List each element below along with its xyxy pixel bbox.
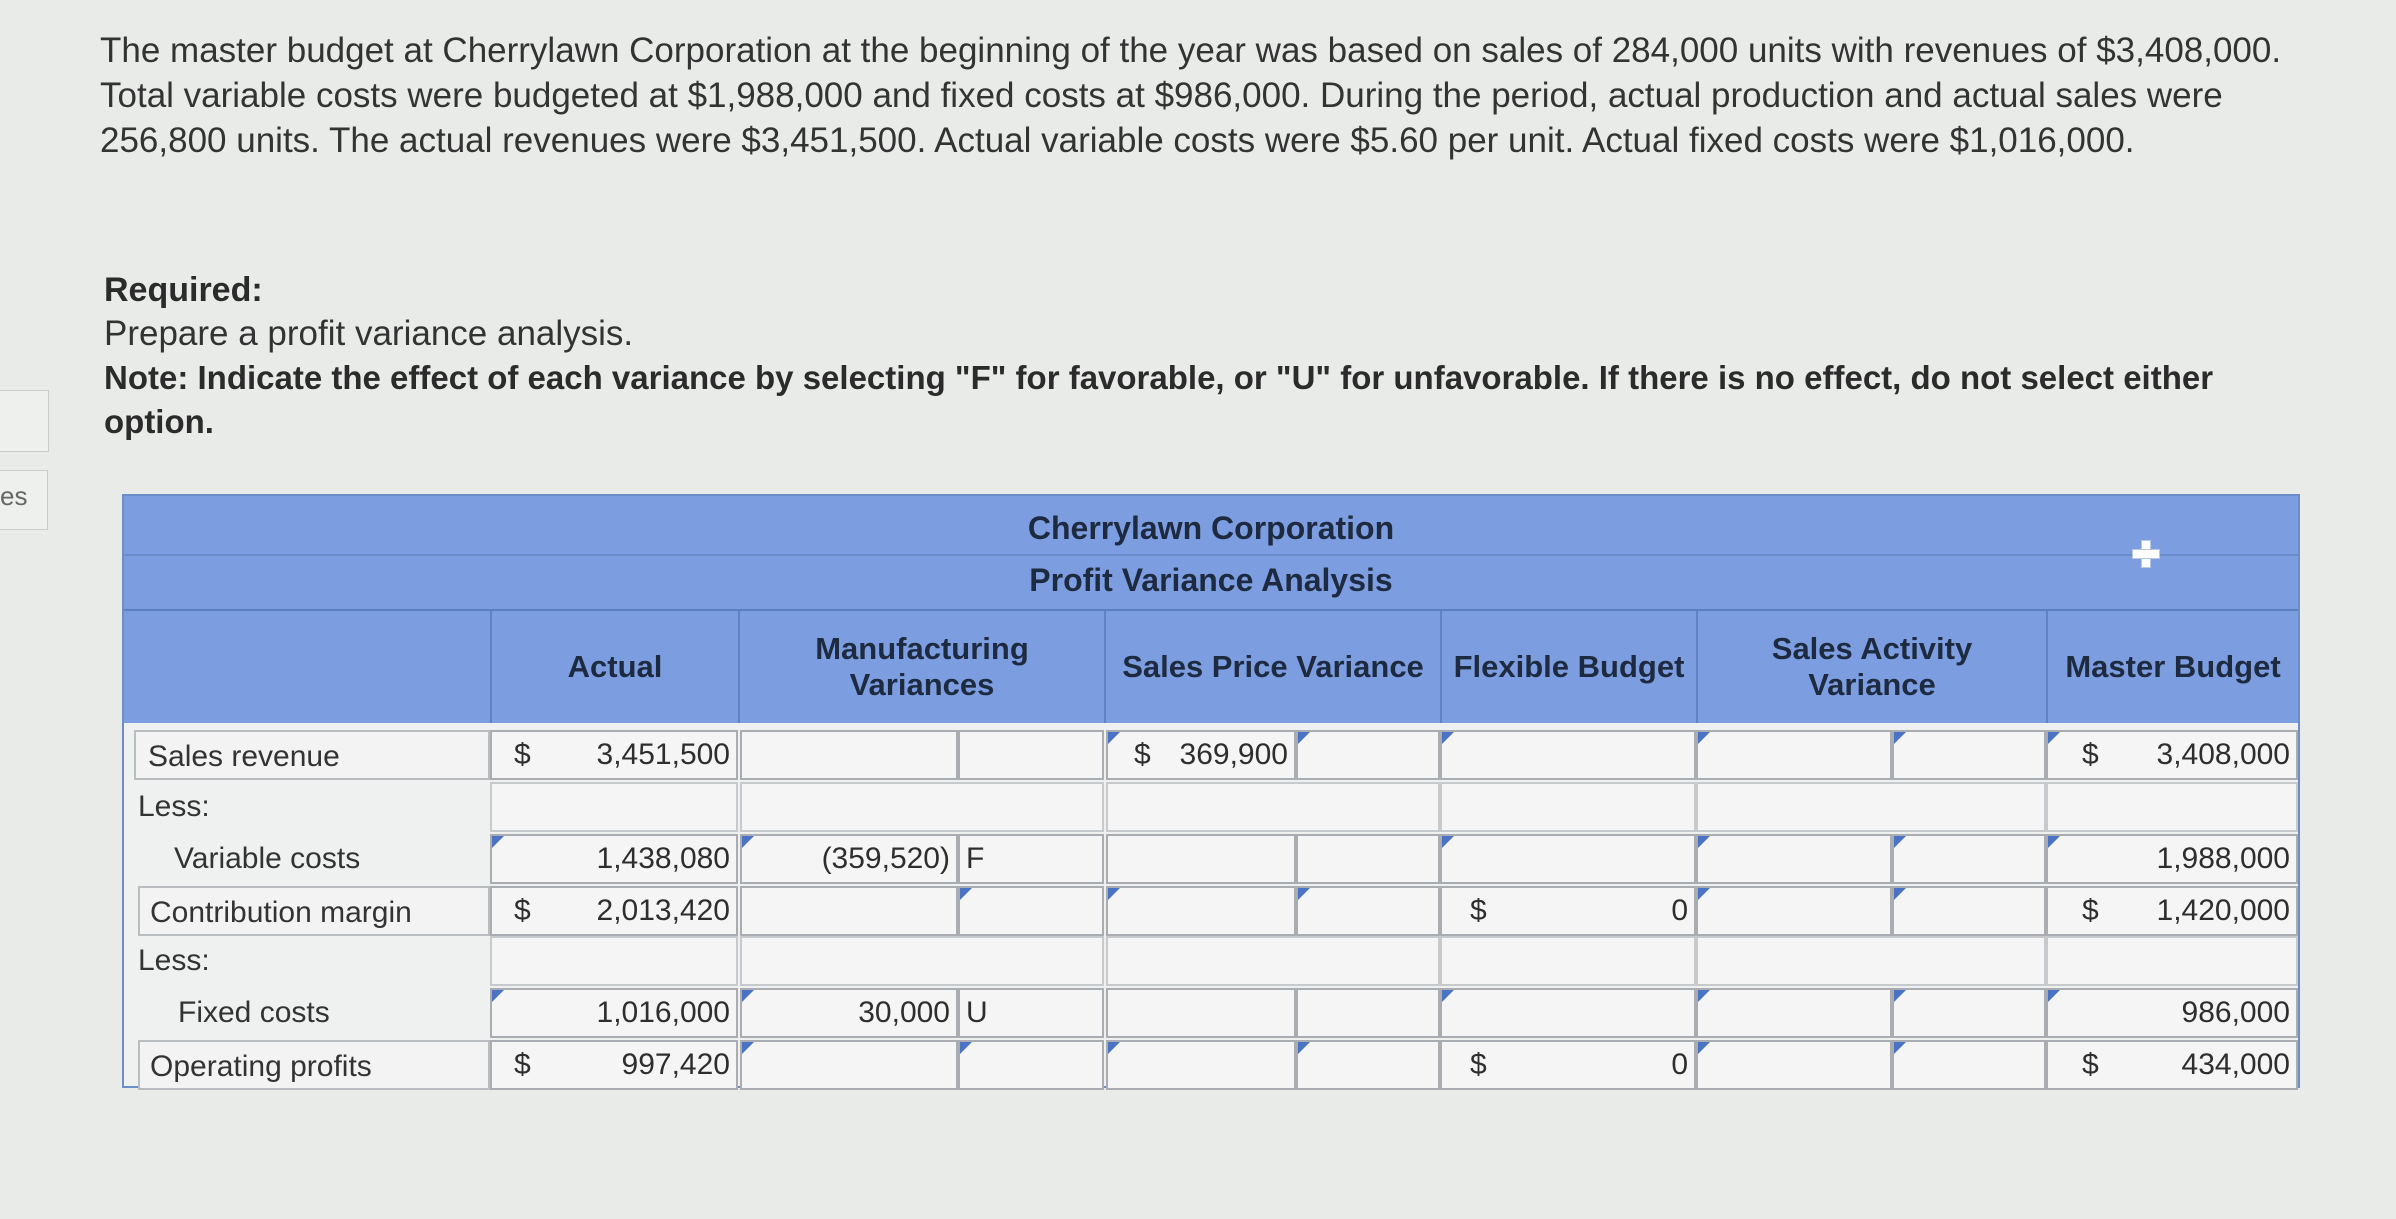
dollar-sign: $ <box>2082 1048 2099 1081</box>
variable-costs-flexible-input[interactable] <box>1440 834 1696 884</box>
value: 986,000 <box>2181 996 2290 1029</box>
fixed-costs-manufacturing-input[interactable] <box>740 988 958 1038</box>
fixed-costs-activity-input[interactable] <box>1696 988 1892 1038</box>
fixed-costs-manufacturing-fu[interactable] <box>958 988 1104 1038</box>
label-operating-profits: Operating profits <box>138 1040 490 1090</box>
header-flexible-budget: Flexible Budget <box>1440 611 1696 723</box>
sales-revenue-sales-price-fu[interactable] <box>1296 730 1440 780</box>
operating-profits-actual[interactable] <box>490 1040 738 1090</box>
sales-revenue-activity-fu[interactable] <box>1892 730 2046 780</box>
table-banner <box>124 496 2298 611</box>
dollar-sign: $ <box>1134 738 1151 771</box>
label-less-1: Less: <box>138 790 210 823</box>
value: 0 <box>1671 1048 1688 1081</box>
sales-revenue-manufacturing-input[interactable] <box>740 730 958 780</box>
operating-profits-activity-fu[interactable] <box>1892 1040 2046 1090</box>
contribution-margin-master[interactable] <box>2046 886 2298 936</box>
less1-flexible <box>1440 782 1696 832</box>
header-sales-activity-variance: Sales Activity Variance <box>1696 611 2046 723</box>
value: (359,520) <box>821 842 950 875</box>
dollar-sign: $ <box>1470 894 1487 927</box>
contribution-margin-activity-fu[interactable] <box>1892 886 2046 936</box>
less2-actual <box>490 936 738 986</box>
required-text: Prepare a profit variance analysis. <box>104 314 634 353</box>
variable-costs-sales-price-input[interactable] <box>1106 834 1296 884</box>
label-contribution-margin: Contribution margin <box>138 886 490 936</box>
operating-profits-sales-price-fu[interactable] <box>1296 1040 1440 1090</box>
less2-activity <box>1696 936 2046 986</box>
dollar-sign: $ <box>514 894 531 927</box>
value: 1,420,000 <box>2156 894 2290 927</box>
variable-costs-actual[interactable] <box>490 834 738 884</box>
side-tab[interactable] <box>0 470 48 530</box>
side-tab-label: es <box>0 481 28 511</box>
less1-sales-price <box>1106 782 1440 832</box>
fixed-costs-actual[interactable] <box>490 988 738 1038</box>
variable-costs-activity-fu[interactable] <box>1892 834 2046 884</box>
operating-profits-flexible[interactable] <box>1440 1040 1696 1090</box>
dollar-sign: $ <box>514 738 531 771</box>
required-title: Required: <box>104 271 263 309</box>
contribution-margin-activity-input[interactable] <box>1696 886 1892 936</box>
value: 997,420 <box>621 1048 730 1081</box>
fixed-costs-sales-price-fu[interactable] <box>1296 988 1440 1038</box>
less1-master <box>2046 782 2298 832</box>
value: 434,000 <box>2181 1048 2290 1081</box>
value: 369,900 <box>1179 738 1288 771</box>
value: 3,408,000 <box>2156 738 2290 771</box>
value: 2,013,420 <box>596 894 730 927</box>
sales-revenue-sales-price-input[interactable] <box>1106 730 1296 780</box>
header-blank <box>124 611 490 723</box>
fixed-costs-master[interactable] <box>2046 988 2298 1038</box>
side-tab-blank <box>0 390 49 452</box>
operating-profits-master[interactable] <box>2046 1040 2298 1090</box>
value: 1,988,000 <box>2156 842 2290 875</box>
fixed-costs-sales-price-input[interactable] <box>1106 988 1296 1038</box>
variable-costs-manufacturing-input[interactable] <box>740 834 958 884</box>
contribution-margin-actual[interactable] <box>490 886 738 936</box>
value: 3,451,500 <box>596 738 730 771</box>
column-header-row <box>124 611 2298 723</box>
contribution-margin-flexible[interactable] <box>1440 886 1696 936</box>
operating-profits-manufacturing-input[interactable] <box>740 1040 958 1090</box>
label-variable-costs: Variable costs <box>174 842 361 875</box>
operating-profits-sales-price-input[interactable] <box>1106 1040 1296 1090</box>
banner-divider <box>124 554 2298 556</box>
value: 30,000 <box>858 996 950 1029</box>
less2-flexible <box>1440 936 1696 986</box>
header-sales-price-variance: Sales Price Variance <box>1104 611 1440 723</box>
variable-costs-master[interactable] <box>2046 834 2298 884</box>
contribution-margin-sales-price-fu[interactable] <box>1296 886 1440 936</box>
company-name: Cherrylawn Corporation <box>1027 510 1395 546</box>
operating-profits-activity-input[interactable] <box>1696 1040 1892 1090</box>
table-title: Profit Variance Analysis <box>1029 562 1393 598</box>
sales-revenue-master[interactable] <box>2046 730 2298 780</box>
less1-manufacturing <box>740 782 1104 832</box>
less2-manufacturing <box>740 936 1104 986</box>
contribution-margin-manufacturing-fu[interactable] <box>958 886 1104 936</box>
required-note: Note: Indicate the effect of each variance by selecting "F" for favorable, or "U" for unfavorable. If there is no effect, do not select either option. <box>104 359 2214 440</box>
label-fixed-costs: Fixed costs <box>178 996 330 1029</box>
value: 0 <box>1671 894 1688 927</box>
fu-value: U <box>966 996 988 1029</box>
label-sales-revenue: Sales revenue <box>134 730 490 780</box>
dollar-sign: $ <box>2082 738 2099 771</box>
variable-costs-activity-input[interactable] <box>1696 834 1892 884</box>
operating-profits-manufacturing-fu[interactable] <box>958 1040 1104 1090</box>
value: 1,438,080 <box>596 842 730 875</box>
less1-activity <box>1696 782 2046 832</box>
less2-master <box>2046 936 2298 986</box>
less2-sales-price <box>1106 936 1440 986</box>
value: 1,016,000 <box>596 996 730 1029</box>
less1-actual <box>490 782 738 832</box>
problem-description: The master budget at Cherrylawn Corporation at the beginning of the year was based on sales of 284,000 units with revenues of $3,408,000. Total variable costs were budgeted at $1,988,000 and fixed costs at $986,000. During the period, actual production and actual sales were 256,800 units. The actual revenues were $3,451,500. Actual variable costs were $5.60 per unit. Actual fixed costs were $1,016,000. <box>100 31 2282 160</box>
contribution-margin-manufacturing-input[interactable] <box>740 886 958 936</box>
variable-costs-manufacturing-fu[interactable] <box>958 834 1104 884</box>
sales-revenue-activity-input[interactable] <box>1696 730 1892 780</box>
contribution-margin-sales-price-input[interactable] <box>1106 886 1296 936</box>
dollar-sign: $ <box>1470 1048 1487 1081</box>
dollar-sign: $ <box>514 1048 531 1081</box>
profit-variance-table <box>122 494 2300 1088</box>
header-master-budget: Master Budget <box>2046 611 2298 723</box>
label-less-2: Less: <box>138 944 210 977</box>
header-manufacturing-variances: Manufacturing Variances <box>738 611 1104 723</box>
sales-revenue-flexible-input[interactable] <box>1440 730 1696 780</box>
variable-costs-sales-price-fu[interactable] <box>1296 834 1440 884</box>
dollar-sign: $ <box>2082 894 2099 927</box>
fixed-costs-flexible-input[interactable] <box>1440 988 1696 1038</box>
sales-revenue-actual[interactable] <box>490 730 738 780</box>
header-actual: Actual <box>490 611 738 723</box>
fixed-costs-activity-fu[interactable] <box>1892 988 2046 1038</box>
required-section <box>104 268 2324 444</box>
plus-icon[interactable] <box>2132 540 2158 566</box>
sales-revenue-manufacturing-fu[interactable] <box>958 730 1104 780</box>
fu-value: F <box>966 842 985 875</box>
